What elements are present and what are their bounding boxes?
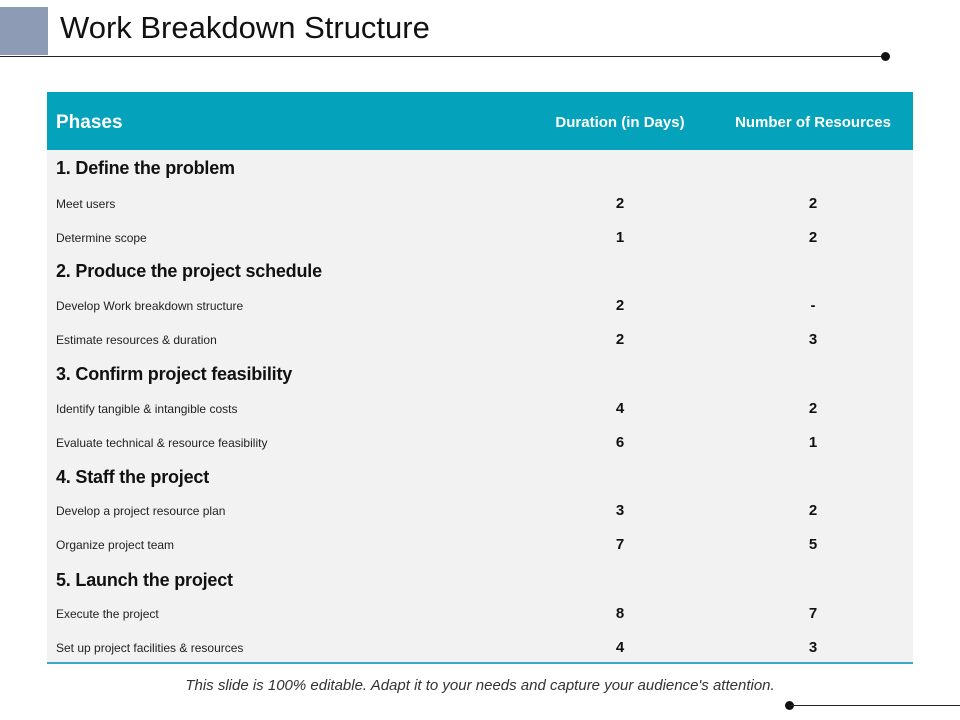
task-row [47,601,913,631]
duration-cell: 7 [615,536,625,553]
duration-cell: 4 [615,400,625,417]
phase-row [47,155,913,185]
resources-cell: 2 [808,229,818,246]
title-accent-square [0,7,48,55]
resources-cell: 3 [808,639,818,656]
resources-cell: 7 [808,605,818,622]
resources-cell: 1 [808,434,818,451]
phase-row [47,464,913,494]
phase-row [47,258,913,288]
header-duration: Duration (in Days) [555,114,685,131]
phase-label: 3. Confirm project feasibility [56,364,293,384]
task-label: Organize project team [56,538,175,552]
phase-label: 2. Produce the project schedule [56,261,322,281]
resources-cell: 2 [808,502,818,519]
wbs-table [47,92,913,664]
header-phases: Phases [56,112,123,133]
duration-cell: 3 [615,502,625,519]
task-row [47,225,913,255]
task-label: Set up project facilities & resources [56,641,244,655]
resources-cell: - [810,297,816,314]
task-label: Develop a project resource plan [56,504,226,518]
task-label: Determine scope [56,231,147,245]
table-header [47,92,913,150]
phase-row [47,361,913,391]
resources-cell: 2 [808,195,818,212]
duration-cell: 8 [615,605,625,622]
header-resources: Number of Resources [735,114,891,131]
duration-cell: 2 [615,297,625,314]
duration-cell: 4 [615,639,625,656]
resources-cell: 3 [808,331,818,348]
task-row [47,430,913,460]
task-label: Meet users [56,197,116,211]
task-row [47,191,913,221]
duration-cell: 1 [615,229,625,246]
task-label: Evaluate technical & resource feasibility [56,436,268,450]
duration-cell: 6 [615,434,625,451]
phase-row [47,567,913,597]
phase-label: 5. Launch the project [56,570,233,590]
footer-caption: This slide is 100% editable. Adapt it to your needs and capture your audience's attention. [185,677,775,694]
phase-label: 1. Define the problem [56,158,235,178]
task-row [47,396,913,426]
task-row [47,635,913,665]
title-divider-dot [881,52,890,61]
task-row [47,327,913,357]
resources-cell: 2 [808,400,818,417]
resources-cell: 5 [808,536,818,553]
slide-title: Work Breakdown Structure [60,10,430,45]
task-row [47,498,913,528]
task-row [47,293,913,323]
duration-cell: 2 [615,195,625,212]
phase-label: 4. Staff the project [56,467,210,487]
task-label: Identify tangible & intangible costs [56,402,238,416]
task-label: Estimate resources & duration [56,333,217,347]
duration-cell: 2 [615,331,625,348]
task-label: Develop Work breakdown structure [56,299,244,313]
title-divider [0,56,885,57]
footer-divider [789,705,960,706]
task-label: Execute the project [56,607,159,621]
task-row [47,532,913,562]
